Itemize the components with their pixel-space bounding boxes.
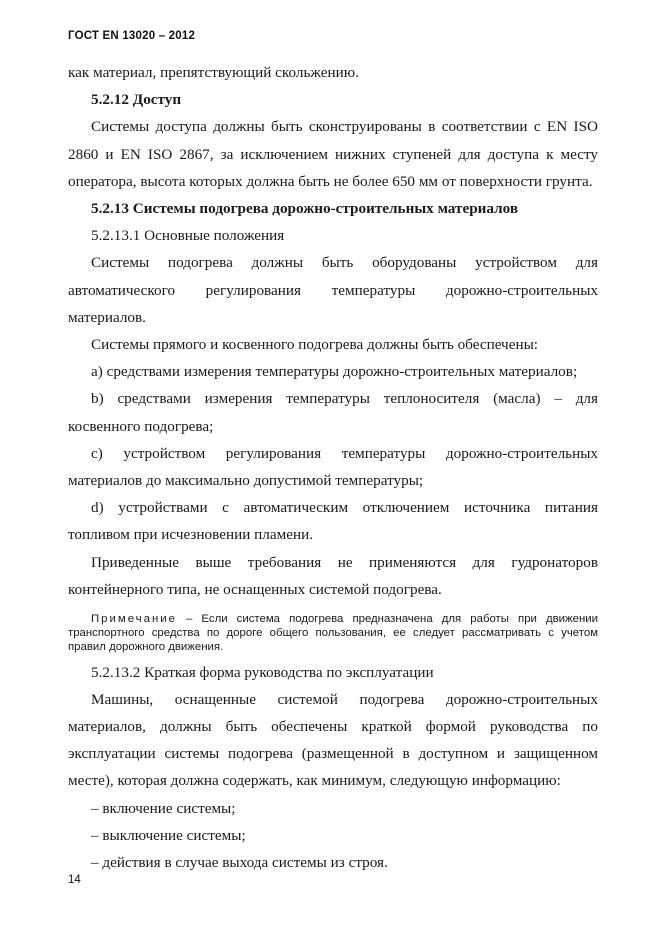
subsection-heading-5-2-13-2: 5.2.13.2 Краткая форма руководства по эксплуатации [91,663,434,681]
list-item-dash-1: – включение системы; [91,799,236,817]
list-item-dash-3: – действия в случае выхода системы из строя. [91,854,388,872]
paragraph-exemption: Приведенные выше требования не применяются для гудронаторов контейнерного типа, не оснащенных системой подогрева. [68,553,598,598]
note-block [68,612,598,655]
page-number: 14 [68,874,81,886]
list-item-d: d) устройствами с автоматическим отключением источника питания топливом при исчезновении пламени. [68,499,598,544]
section-heading-5-2-13: 5.2.13 Системы подогрева дорожно-строительных материалов [91,200,519,218]
paragraph-heating-systems: Системы подогрева должны быть оборудованы устройством для автоматического регулирования температуры дорожно-строительных материалов. [68,254,598,326]
list-item-b: b) средствами измерения температуры теплоносителя (масла) – для косвенного подогрева; [68,390,598,435]
list-item-c: c) устройством регулирования температуры дорожно-строительных материалов до максимально допустимой температуры; [68,444,598,490]
subsection-heading-5-2-13-1: 5.2.13.1 Основные положения [91,227,285,245]
list-item-a: a) средствами измерения температуры дорожно-строительных материалов; [91,363,578,381]
page-body [68,59,598,876]
paragraph-continuation: как материал, препятствующий скольжению. [68,64,359,81]
paragraph-access: Системы доступа должны быть сконструированы в соответствии с EN ISO 2860 и EN ISO 2867, за исключением нижних ступеней для доступа к месту оператора, высота которых должна быть не более 650 мм от поверхности грунта. [68,118,598,190]
paragraph-direct-indirect: Системы прямого и косвенного подогрева должны быть обеспечены: [91,336,538,354]
document-code-header: ГОСТ EN 13020 – 2012 [68,30,196,42]
paragraph-manual: Машины, оснащенные системой подогрева дорожно-строительных материалов, должны быть обеспечены краткой формой руководства по эксплуатации системы подогрева (размещенной в доступном и защищенном месте), которая должна содержать, как минимум, следующую информацию: [68,690,598,790]
list-item-dash-2: – выключение системы; [91,826,246,844]
note-label: Примечание [91,613,177,626]
section-heading-5-2-12: 5.2.12 Доступ [91,91,182,109]
note-text: – Если система подогрева предназначена для работы при движении транспортного средства по дороге общего пользования, ее следует рассматривать с учетом правил дорожного движения. [68,613,598,654]
